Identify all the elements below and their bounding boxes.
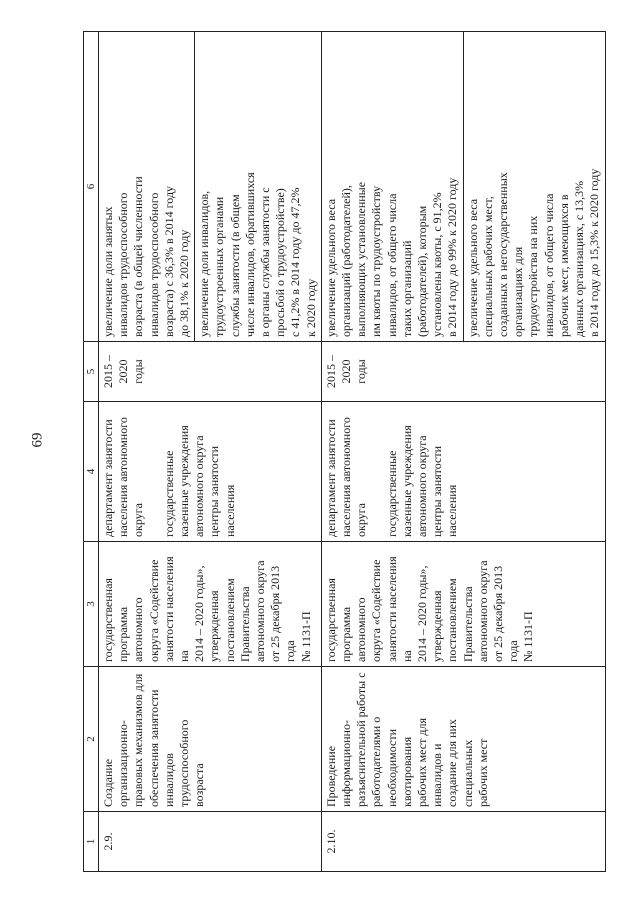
column-number: 4 bbox=[84, 402, 99, 542]
column-number: 1 bbox=[84, 812, 99, 872]
column-number: 2 bbox=[84, 667, 99, 812]
term-cell: 2015 – 2020 годы bbox=[99, 342, 322, 402]
executors-cell: департамент занятости населения автономного округа государственные казенные учреждения автономного округа центры занятости населения bbox=[99, 402, 322, 542]
row-number: 2.9. bbox=[99, 812, 322, 872]
executors-cell: департамент занятости населения автономного округа государственные казенные учреждения автономного округа центры занятости населения bbox=[321, 402, 605, 542]
result-indicator: увеличение удельного веса организаций (работодателей), выполняющих установленные им квоты по трудоустройству инвалидов, от общего числа таких организаций (работодателей), которым установлены квоты, с 91,2% в 2014 году до 99% к 2020 году bbox=[323, 177, 460, 337]
column-number: 6 bbox=[84, 32, 99, 342]
row-number: 2.10. bbox=[321, 812, 605, 872]
measures-table bbox=[83, 31, 606, 872]
basis-cell: государственная программа автономного округа «Содействие занятости населения на 2014 – 2020 годы», утвержденная постановлением Правительства автономного округа от 25 декабря 2013 года № 1131-П bbox=[99, 542, 322, 667]
column-number-row bbox=[84, 32, 99, 872]
results-cell bbox=[321, 32, 605, 342]
column-number: 5 bbox=[84, 342, 99, 402]
result-indicator: увеличение доли занятых инвалидов трудоспособного возраста (в общей численности инвалидов трудоспособного возраста) с 36,3% в 2014 году до 38,1% к 2020 году bbox=[101, 176, 192, 337]
term-cell: 2015 – 2020 годы bbox=[321, 342, 605, 402]
result-indicator: увеличение доли инвалидов, трудоустроенных органами службы занятости (в общем числе инвалидов, обратившихся в органы службы занятости с просьбой о трудоустройстве) с 41,2% в 2014 году до 47,2% к 2020 году bbox=[194, 32, 321, 341]
table-row bbox=[321, 32, 605, 872]
result-indicator: увеличение удельного веса специальных рабочих мест, созданных в негосударственных организациях для трудоустройства на них инвалидов, от общего числа рабочих мест, имеющихся в данных организациях, с 13,3% в 2014 году до 15,3% к 2020 году bbox=[463, 32, 605, 341]
event-cell: Проведение информационно- разъяснительной работы с работодателями о необходимости квотирования рабочих мест для инвалидов и создание для них специальных рабочих мест bbox=[321, 667, 605, 812]
column-number: 3 bbox=[84, 542, 99, 667]
results-cell bbox=[99, 32, 322, 342]
page-number: 69 bbox=[29, 432, 46, 448]
basis-cell: государственная программа автономного округа «Содействие занятости населения на 2014 – 2020 годы», утвержденная постановлением Правительства автономного округа от 25 декабря 2013 года № 1131-П bbox=[321, 542, 605, 667]
table-row bbox=[99, 32, 322, 872]
event-cell: Создание организационно- правовых механизмов для обеспечения занятости инвалидов трудоспособного возраста bbox=[99, 667, 322, 812]
rotated-table-wrapper bbox=[83, 32, 602, 872]
